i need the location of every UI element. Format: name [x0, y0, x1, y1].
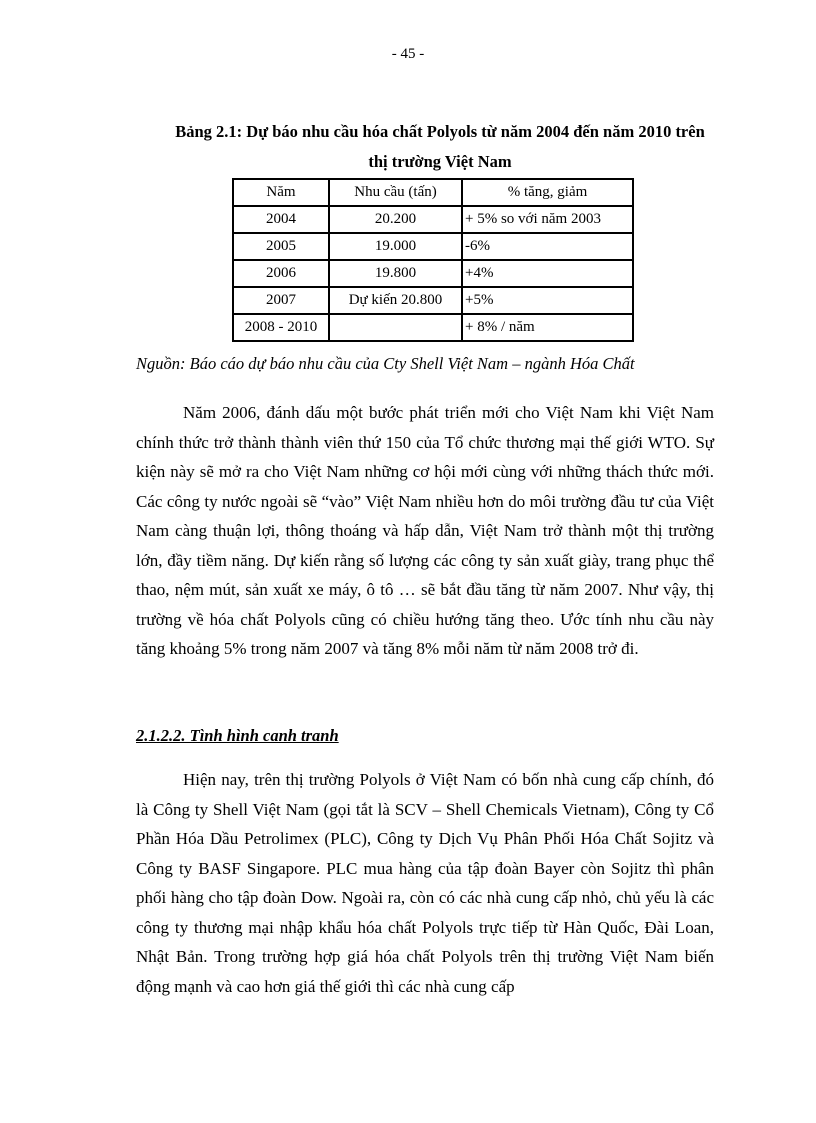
cell-change: -6% [462, 233, 633, 260]
header-change: % tăng, giảm [462, 179, 633, 206]
table-row [233, 260, 633, 287]
table-header-row [233, 179, 633, 206]
header-year: Năm [233, 179, 329, 206]
table-caption-line2: thị trường Việt Nam [368, 152, 512, 171]
cell-demand: 20.200 [329, 206, 462, 233]
page-number: - 45 - [391, 46, 425, 62]
cell-demand: 19.000 [329, 233, 462, 260]
polyols-demand-table [232, 178, 634, 342]
table-caption-line1: Bảng 2.1: Dự báo nhu cầu hóa chất Polyols từ năm 2004 đến năm 2010 trên [175, 122, 705, 141]
cell-demand [329, 314, 462, 341]
table-row [233, 314, 633, 341]
table-row [233, 287, 633, 314]
table-row [233, 206, 633, 233]
section-heading: 2.1.2.2. Tình hình canh tranh [136, 726, 339, 745]
table-source-note: Nguồn: Báo cáo dự báo nhu cầu của Cty Shell Việt Nam – ngành Hóa Chất [136, 354, 635, 373]
cell-change: +5% [462, 287, 633, 314]
table-row [233, 233, 633, 260]
paragraph-wto-forecast: Năm 2006, đánh dấu một bước phát triển mới cho Việt Nam khi Việt Nam chính thức trở thành thành viên thứ 150 của Tổ chức thương mại thế giới WTO. Sự kiện này sẽ mở ra cho Việt Nam những cơ hội mới cùng với những thách thức mới. Các công ty nước ngoài sẽ “vào” Việt Nam nhiều hơn do môi trường đầu tư của Việt Nam càng thuận lợi, thông thoáng và hấp dẫn, Việt Nam trở thành một thị trường lớn, đầy tiềm năng. Dự kiến rằng số lượng các công ty sản xuất giày, trang phục thể thao, nệm mút, sản xuất xe máy, ô tô … sẽ bắt đầu tăng từ năm 2007. Như vậy, thị trường về hóa chất Polyols cũng có chiều hướng tăng theo. Ước tính nhu cầu này tăng khoảng 5% trong năm 2007 và tăng 8% mỗi năm từ năm 2008 trở đi. [136, 403, 714, 658]
cell-demand: 19.800 [329, 260, 462, 287]
cell-change: + 8% / năm [462, 314, 633, 341]
paragraph-competition: Hiện nay, trên thị trường Polyols ở Việt Nam có bốn nhà cung cấp chính, đó là Công ty Shell Việt Nam (gọi tắt là SCV – Shell Chemicals Vietnam), Công ty Cổ Phần Hóa Dầu Petrolimex (PLC), Công ty Dịch Vụ Phân Phối Hóa Chất Sojitz và Công ty BASF Singapore. PLC mua hàng của tập đoàn Bayer còn Sojitz thì phân phối hàng cho tập đoàn Dow. Ngoài ra, còn có các nhà cung cấp nhỏ, chủ yếu là các công ty thương mại nhập khẩu hóa chất Polyols trực tiếp từ Hàn Quốc, Đài Loan, Nhật Bản. Trong trường hợp giá hóa chất Polyols trên thị trường Việt Nam biến động mạnh và cao hơn giá thế giới thì các nhà cung cấp [136, 770, 714, 996]
cell-change: +4% [462, 260, 633, 287]
cell-year: 2005 [233, 233, 329, 260]
cell-year: 2004 [233, 206, 329, 233]
cell-change: + 5% so với năm 2003 [462, 206, 633, 233]
cell-year: 2006 [233, 260, 329, 287]
cell-year: 2007 [233, 287, 329, 314]
header-demand: Nhu cầu (tấn) [329, 179, 462, 206]
cell-demand: Dự kiến 20.800 [329, 287, 462, 314]
cell-year: 2008 - 2010 [233, 314, 329, 341]
